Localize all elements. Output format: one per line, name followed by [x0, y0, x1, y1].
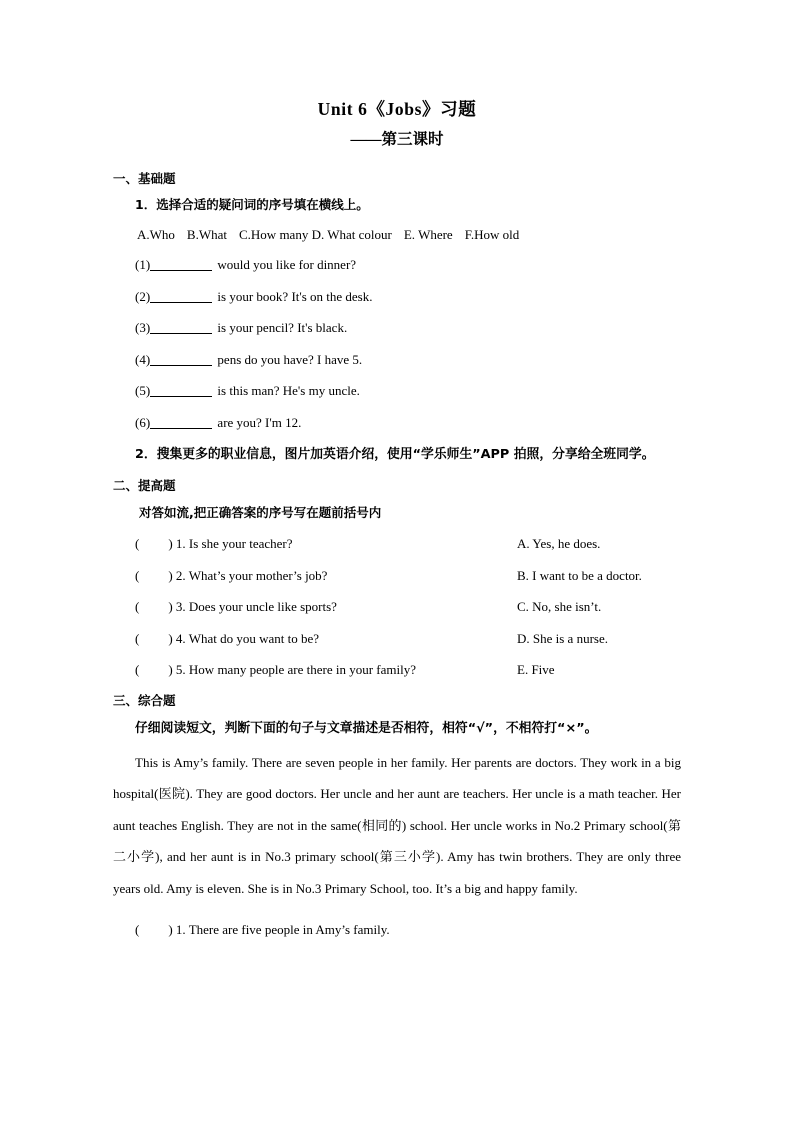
match-answer: D. She is a nurse. — [517, 630, 608, 646]
fill-in-blank[interactable] — [150, 289, 212, 302]
option-b: B.What — [186, 226, 227, 242]
answer-bracket[interactable]: ( — [135, 922, 140, 938]
question-2-prompt: 2．搜集更多的职业信息，图片加英语介绍，使用“学乐师生”APP 拍照，分享给全班同学。 — [135, 447, 655, 463]
option-e: E. Where — [403, 226, 453, 242]
fill-in-blank[interactable] — [150, 321, 212, 334]
match-row — [135, 629, 681, 649]
blank-number: (2) — [135, 288, 151, 304]
blank-text: pens do you have? I have 5. — [217, 351, 363, 367]
blank-text: are you? I'm 12. — [217, 414, 302, 430]
section-heading-basics: 一、基础题 — [113, 170, 176, 186]
match-answer: E. Five — [517, 662, 555, 678]
match-answer: C. No, she isn’t. — [517, 599, 602, 615]
match-answer: B. I want to be a doctor. — [517, 567, 642, 583]
answer-bracket[interactable]: ( — [135, 630, 140, 646]
question-1-prompt: 1．选择合适的疑问词的序号填在横线上。 — [135, 197, 369, 212]
blank-item — [135, 350, 681, 370]
true-false-item — [135, 920, 681, 940]
document-content — [113, 96, 681, 940]
match-question-text: ) 2. What’s your mother’s job? — [168, 567, 328, 583]
option-a: A.Who — [137, 226, 175, 242]
answer-bracket[interactable]: ( — [135, 662, 140, 678]
blank-text: is this man? He's my uncle. — [217, 383, 360, 399]
blank-text: is your pencil? It's black. — [217, 320, 348, 336]
match-row — [135, 566, 681, 586]
blank-number: (6) — [135, 414, 151, 430]
match-question — [135, 660, 517, 680]
blank-item — [135, 287, 681, 307]
match-question — [135, 534, 517, 554]
answer-bracket[interactable]: ( — [135, 536, 140, 552]
blank-number: (3) — [135, 320, 151, 336]
match-question-text: ) 3. Does your uncle like sports? — [168, 599, 337, 615]
match-row — [135, 597, 681, 617]
section-3-instruction: 仔细阅读短文，判断下面的句子与文章描述是否相符，相符“√”，不相符打“×”。 — [135, 721, 598, 737]
blank-number: (5) — [135, 383, 151, 399]
section-heading-comprehensive: 三、综合题 — [113, 692, 176, 708]
match-question — [135, 629, 517, 649]
reading-passage: This is Amy’s family. There are seven people in her family. Her parents are doctors. They work in a big hospital(医院). They are good doctors. Her uncle and her aunt are teachers. Her uncle is a math teacher. Her aunt teaches English. They are not in the same(相同的) school. Her uncle works in No.2 Primary school(第二小学), and her aunt is in No.3 primary school(第三小学). Amy has twin brothers. They are only three years old. Amy is eleven. She is in No.3 Primary School, too. It’s a big and happy family. — [113, 755, 681, 896]
match-question — [135, 597, 517, 617]
blank-number: (4) — [135, 351, 151, 367]
answer-bracket[interactable]: ( — [135, 599, 140, 615]
section-heading-improvement: 二、提高题 — [113, 478, 176, 494]
blank-item — [135, 255, 681, 275]
answer-bracket[interactable]: ( — [135, 567, 140, 583]
match-row — [135, 534, 681, 554]
match-answer: A. Yes, he does. — [517, 536, 601, 552]
page-subtitle: ——第三课时 — [350, 131, 444, 149]
match-question-text: ) 1. Is she your teacher? — [168, 536, 293, 552]
fill-in-blank[interactable] — [150, 415, 212, 428]
blank-item — [135, 318, 681, 338]
blank-number: (1) — [135, 257, 151, 273]
blank-item — [135, 381, 681, 401]
match-question — [135, 566, 517, 586]
option-c: C.How many D. What colour — [239, 226, 392, 242]
fill-in-blank[interactable] — [150, 258, 212, 271]
match-row — [135, 660, 681, 680]
true-false-text: ) 1. There are five people in Amy’s family. — [168, 922, 390, 938]
match-question-text: ) 5. How many people are there in your family? — [168, 662, 416, 678]
option-f: F.How old — [464, 226, 520, 242]
fill-in-blank[interactable] — [150, 352, 212, 365]
page-title: Unit 6《Jobs》习题 — [317, 99, 477, 119]
match-question-text: ) 4. What do you want to be? — [168, 630, 320, 646]
fill-in-blank[interactable] — [150, 384, 212, 397]
blank-text: is your book? It's on the desk. — [217, 288, 373, 304]
question-1-options — [137, 225, 681, 245]
blank-text: would you like for dinner? — [217, 257, 357, 273]
section-2-instruction: 对答如流,把正确答案的序号写在题前括号内 — [139, 504, 382, 520]
blank-item — [135, 413, 681, 433]
